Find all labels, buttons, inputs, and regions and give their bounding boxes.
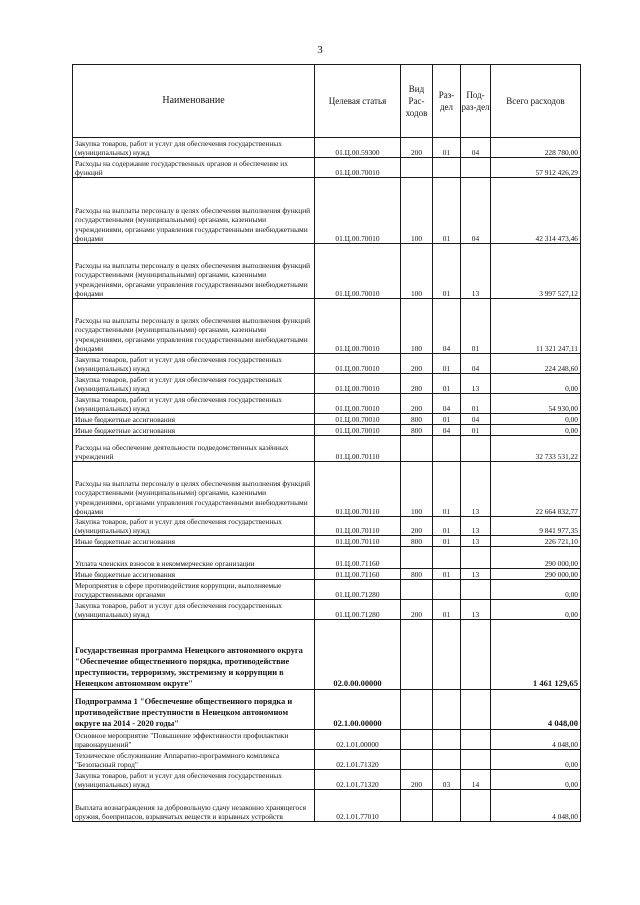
row-razdel: 04 (433, 394, 461, 414)
row-code: 02.0.00.00000 (315, 620, 401, 690)
table-row (73, 730, 581, 750)
header-name: Наименование (73, 65, 315, 138)
row-name: Иные бюджетные ассигнования (73, 569, 315, 580)
row-razdel (433, 620, 461, 690)
row-vid: 200 (401, 394, 433, 414)
row-podrazdel: 01 (461, 425, 491, 436)
row-podrazdel: 04 (461, 354, 491, 374)
row-vid: 800 (401, 414, 433, 425)
row-total: 0,00 (491, 414, 581, 425)
table-row (73, 354, 581, 374)
row-total: 22 664 832,77 (491, 462, 581, 517)
row-code: 01.Ц.00.70010 (315, 158, 401, 178)
row-name: Иные бюджетные ассигнования (73, 536, 315, 547)
row-razdel (433, 580, 461, 600)
row-name: Расходы на обеспечение деятельности подведомственных казённых учреждений (73, 436, 315, 462)
row-podrazdel: 13 (461, 244, 491, 299)
row-total: 42 314 473,46 (491, 178, 581, 244)
table-row (73, 178, 581, 244)
row-name: Иные бюджетные ассигнования (73, 425, 315, 436)
row-total: 11 321 247,11 (491, 299, 581, 354)
table-row (73, 158, 581, 178)
table-row (73, 462, 581, 517)
row-total: 0,00 (491, 750, 581, 770)
row-razdel: 01 (433, 374, 461, 394)
row-podrazdel: 04 (461, 178, 491, 244)
row-code: 01.Ц.00.71280 (315, 600, 401, 620)
row-vid (401, 436, 433, 462)
row-podrazdel: 13 (461, 517, 491, 536)
row-name: Иные бюджетные ассигнования (73, 414, 315, 425)
row-vid (401, 730, 433, 750)
row-total: 226 721,10 (491, 536, 581, 547)
row-razdel: 04 (433, 299, 461, 354)
row-podrazdel (461, 580, 491, 600)
row-total: 0,00 (491, 770, 581, 790)
row-podrazdel (461, 790, 491, 822)
header-podrazdel: Под-раз-дел (461, 65, 491, 138)
row-vid (401, 547, 433, 569)
row-total: 1 461 129,65 (491, 620, 581, 690)
row-name: Закупка товаров, работ и услуг для обеспечения государственных (муниципальных) нужд (73, 138, 315, 158)
row-vid: 100 (401, 178, 433, 244)
row-razdel: 01 (433, 178, 461, 244)
row-vid: 200 (401, 354, 433, 374)
row-vid (401, 790, 433, 822)
row-code: 02.1.00.00000 (315, 690, 401, 730)
row-total: 224 248,60 (491, 354, 581, 374)
table-row (73, 569, 581, 580)
table-row (73, 517, 581, 536)
row-code: 01.Ц.00.70110 (315, 436, 401, 462)
table-row (73, 299, 581, 354)
row-total: 0,00 (491, 374, 581, 394)
row-razdel: 01 (433, 244, 461, 299)
header-vid: Вид Рас-ходов (401, 65, 433, 138)
header-razdel: Раз-дел (433, 65, 461, 138)
table-row (73, 750, 581, 770)
row-code: 01.Ц.00.70110 (315, 462, 401, 517)
table-row (73, 425, 581, 436)
row-podrazdel: 13 (461, 600, 491, 620)
table-header-row (73, 65, 581, 138)
row-name: Подпрограмма 1 "Обеспечение общественного порядка и противодействие преступности в Ненецком автономном округе на 2014 - 2020 годы" (73, 690, 315, 730)
row-name: Закупка товаров, работ и услуг для обеспечения государственных (муниципальных) нужд (73, 354, 315, 374)
row-razdel: 01 (433, 138, 461, 158)
row-total: 4 048,00 (491, 730, 581, 750)
row-code: 01.Ц.00.71280 (315, 580, 401, 600)
row-podrazdel (461, 690, 491, 730)
row-podrazdel (461, 436, 491, 462)
row-vid (401, 158, 433, 178)
row-code: 01.Ц.00.70110 (315, 517, 401, 536)
row-podrazdel (461, 547, 491, 569)
table-row (73, 414, 581, 425)
row-razdel (433, 547, 461, 569)
header-total: Всего расходов (491, 65, 581, 138)
row-podrazdel: 13 (461, 374, 491, 394)
row-code: 02.1.01.77010 (315, 790, 401, 822)
row-name: Закупка товаров, работ и услуг для обеспечения государственных (муниципальных) нужд (73, 517, 315, 536)
table-row (73, 536, 581, 547)
row-name: Расходы на выплаты персоналу в целях обеспечения выполнения функций государственными (муниципальными) органами, казенными учреждениями, органами управления государственными внебюджетными фондами (73, 462, 315, 517)
row-name: Закупка товаров, работ и услуг для обеспечения государственных (муниципальных) нужд (73, 600, 315, 620)
row-total: 57 912 426,29 (491, 158, 581, 178)
row-total: 0,00 (491, 580, 581, 600)
table-row (73, 620, 581, 690)
row-vid: 800 (401, 425, 433, 436)
row-code: 02.1.01.00000 (315, 730, 401, 750)
row-podrazdel: 01 (461, 299, 491, 354)
row-vid: 200 (401, 138, 433, 158)
row-vid (401, 580, 433, 600)
row-code: 01.Ц.00.59300 (315, 138, 401, 158)
row-code: 01.Ц.00.71160 (315, 547, 401, 569)
row-razdel: 01 (433, 414, 461, 425)
row-podrazdel: 04 (461, 414, 491, 425)
row-total: 290 000,00 (491, 547, 581, 569)
row-code: 01.Ц.00.70110 (315, 536, 401, 547)
row-razdel: 01 (433, 354, 461, 374)
row-podrazdel (461, 158, 491, 178)
row-name: Закупка товаров, работ и услуг для обеспечения государственных (муниципальных) нужд (73, 770, 315, 790)
row-podrazdel: 13 (461, 569, 491, 580)
row-total: 32 733 531,22 (491, 436, 581, 462)
row-total: 0,00 (491, 425, 581, 436)
row-vid: 800 (401, 536, 433, 547)
row-vid: 200 (401, 517, 433, 536)
row-code: 01.Ц.00.70010 (315, 374, 401, 394)
table-row (73, 580, 581, 600)
row-razdel: 03 (433, 770, 461, 790)
row-name: Расходы на выплаты персоналу в целях обеспечения выполнения функций государственными (муниципальными) органами, казенными учреждениями, органами управления государственными внебюджетными фондами (73, 244, 315, 299)
row-vid (401, 620, 433, 690)
row-code: 01.Ц.00.70010 (315, 354, 401, 374)
row-name: Основное мероприятие "Повышение эффективности профилактики правонарушений" (73, 730, 315, 750)
table-row (73, 244, 581, 299)
row-code: 01.Ц.00.70010 (315, 394, 401, 414)
row-vid (401, 750, 433, 770)
row-razdel: 01 (433, 600, 461, 620)
row-name: Расходы на содержание государственных органов и обеспечение их функций (73, 158, 315, 178)
row-podrazdel: 14 (461, 770, 491, 790)
row-code: 01.Ц.00.71160 (315, 569, 401, 580)
row-podrazdel: 13 (461, 462, 491, 517)
row-name: Расходы на выплаты персоналу в целях обеспечения выполнения функций государственными (муниципальными) органами, казенными учреждениями, органами управления государственными внебюджетными фондами (73, 299, 315, 354)
row-vid: 100 (401, 244, 433, 299)
row-razdel (433, 790, 461, 822)
row-razdel: 01 (433, 462, 461, 517)
row-total: 4 048,00 (491, 790, 581, 822)
table-row (73, 770, 581, 790)
row-total: 0,00 (491, 600, 581, 620)
row-total: 290 000,00 (491, 569, 581, 580)
row-code: 02.1.01.71320 (315, 750, 401, 770)
row-total: 228 780,00 (491, 138, 581, 158)
row-code: 01.Ц.00.70010 (315, 299, 401, 354)
row-total: 4 048,00 (491, 690, 581, 730)
row-total: 9 841 977,35 (491, 517, 581, 536)
row-name: Государственная программа Ненецкого автономного округа "Обеспечение общественного порядка, противодействие преступности, терроризму, экстремизму и коррупции в Ненецком автономном округе" (73, 620, 315, 690)
row-vid: 200 (401, 374, 433, 394)
row-name: Техническое обслуживание Аппаратно-программного комплекса "Безопасный город" (73, 750, 315, 770)
table-row (73, 547, 581, 569)
row-name: Закупка товаров, работ и услуг для обеспечения государственных (муниципальных) нужд (73, 374, 315, 394)
row-name: Выплата вознаграждения за добровольную сдачу незаконно хранящегося оружия, боеприпасов, взрывчатых веществ и взрывных устройств (73, 790, 315, 822)
table-row (73, 436, 581, 462)
row-code: 01.Ц.00.70010 (315, 244, 401, 299)
row-podrazdel (461, 620, 491, 690)
row-razdel (433, 750, 461, 770)
row-name: Уплата членских взносов в некоммерческие организации (73, 547, 315, 569)
row-vid: 100 (401, 299, 433, 354)
row-vid: 200 (401, 600, 433, 620)
row-razdel (433, 690, 461, 730)
table-row (73, 600, 581, 620)
row-code: 01.Ц.00.70010 (315, 414, 401, 425)
row-code: 01.Ц.00.70010 (315, 425, 401, 436)
table-row (73, 790, 581, 822)
row-code: 01.Ц.00.70010 (315, 178, 401, 244)
row-razdel: 01 (433, 536, 461, 547)
row-razdel: 01 (433, 569, 461, 580)
row-name: Расходы на выплаты персоналу в целях обеспечения выполнения функций государственными (муниципальными) органами, казенными учреждениями, органами управления государственными внебюджетными фондами (73, 178, 315, 244)
table-row (73, 394, 581, 414)
row-vid: 800 (401, 569, 433, 580)
budget-table (72, 64, 581, 822)
header-code: Целевая статья (315, 65, 401, 138)
row-vid: 100 (401, 462, 433, 517)
row-podrazdel: 13 (461, 536, 491, 547)
row-code: 02.1.01.71320 (315, 770, 401, 790)
row-podrazdel: 04 (461, 138, 491, 158)
row-total: 3 997 527,12 (491, 244, 581, 299)
row-podrazdel (461, 750, 491, 770)
row-name: Закупка товаров, работ и услуг для обеспечения государственных (муниципальных) нужд (73, 394, 315, 414)
row-razdel (433, 730, 461, 750)
row-total: 54 930,00 (491, 394, 581, 414)
row-vid (401, 690, 433, 730)
row-podrazdel: 01 (461, 394, 491, 414)
row-name: Мероприятия в сфере противодействия коррупции, выполняемые государственными органами (73, 580, 315, 600)
row-vid: 200 (401, 770, 433, 790)
row-razdel (433, 158, 461, 178)
row-podrazdel (461, 730, 491, 750)
row-razdel (433, 436, 461, 462)
row-razdel: 04 (433, 425, 461, 436)
table-row (73, 690, 581, 730)
page-number: 3 (317, 44, 323, 56)
table-row (73, 374, 581, 394)
row-razdel: 01 (433, 517, 461, 536)
table-row (73, 138, 581, 158)
